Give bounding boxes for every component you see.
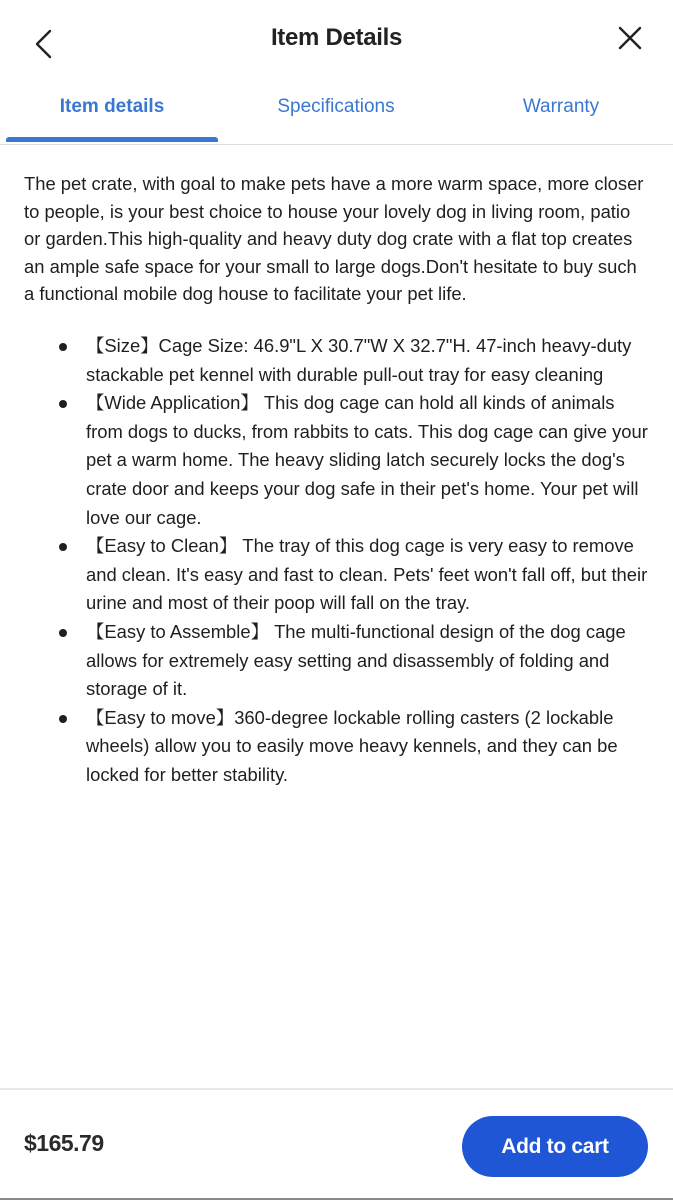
bullet-icon [59,543,67,551]
close-button[interactable] [612,20,648,56]
feature-text: 【Size】Cage Size: 46.9"L X 30.7"W X 32.7"H. 47-inch heavy-duty stackable pet kennel with durable pull-out tray for easy cleaning [86,334,632,385]
bullet-icon [59,715,67,723]
tab-specifications[interactable]: Specifications [277,96,395,117]
description-intro: The pet crate, with goal to make pets have a more warm space, more closer to people, is your best choice to house your lovely dog in living room, patio or garden.This high-quality and heavy duty dog crate with a flat top creates an ample safe space for your small to large dogs.Don't hesitate to buy such a functional mobile dog house to facilitate your pet life. [24,173,644,305]
price: $165.79 [24,1130,104,1156]
tab-bar [0,84,673,145]
feature-item [86,704,649,790]
page-title: Item Details [270,24,403,51]
feature-item [86,618,649,704]
close-x-icon [612,20,648,56]
add-to-cart-button[interactable]: Add to cart [462,1116,648,1177]
feature-text: 【Wide Application】 This dog cage can hold all kinds of animals from dogs to ducks, from rabbits to cats. This dog cage can give your pet a warm home. The heavy sliding latch securely locks the dog's crate door and keeps your dog safe in their pet's home. Your pet will love our cage. [86,392,648,528]
tab-warranty[interactable]: Warranty [522,96,600,117]
feature-text: 【Easy to move】360-degree lockable rolling casters (2 lockable wheels) allow you to easily move heavy kennels, and they can be locked for better stability. [86,706,618,785]
feature-item [86,532,649,618]
top-bar [0,0,673,80]
tab-item-details[interactable]: Item details [59,96,165,117]
active-tab-indicator [6,137,218,142]
feature-text: 【Easy to Assemble】 The multi-functional design of the dog cage allows for extremely easy setting and disassembly of folding and storage of it. [86,620,626,700]
feature-item [86,332,649,389]
bullet-icon [59,400,67,408]
bullet-icon [59,343,67,351]
item-description [24,170,649,789]
feature-text: 【Easy to Clean】 The tray of this dog cage is very easy to remove and clean. It's easy and fast to clean. Pets' feet won't fall off, but their urine and most of their poop will fall on the tray. [86,535,648,614]
feature-list [24,332,649,790]
purchase-footer [0,1088,673,1202]
bullet-icon [59,629,67,637]
feature-item [86,389,649,532]
